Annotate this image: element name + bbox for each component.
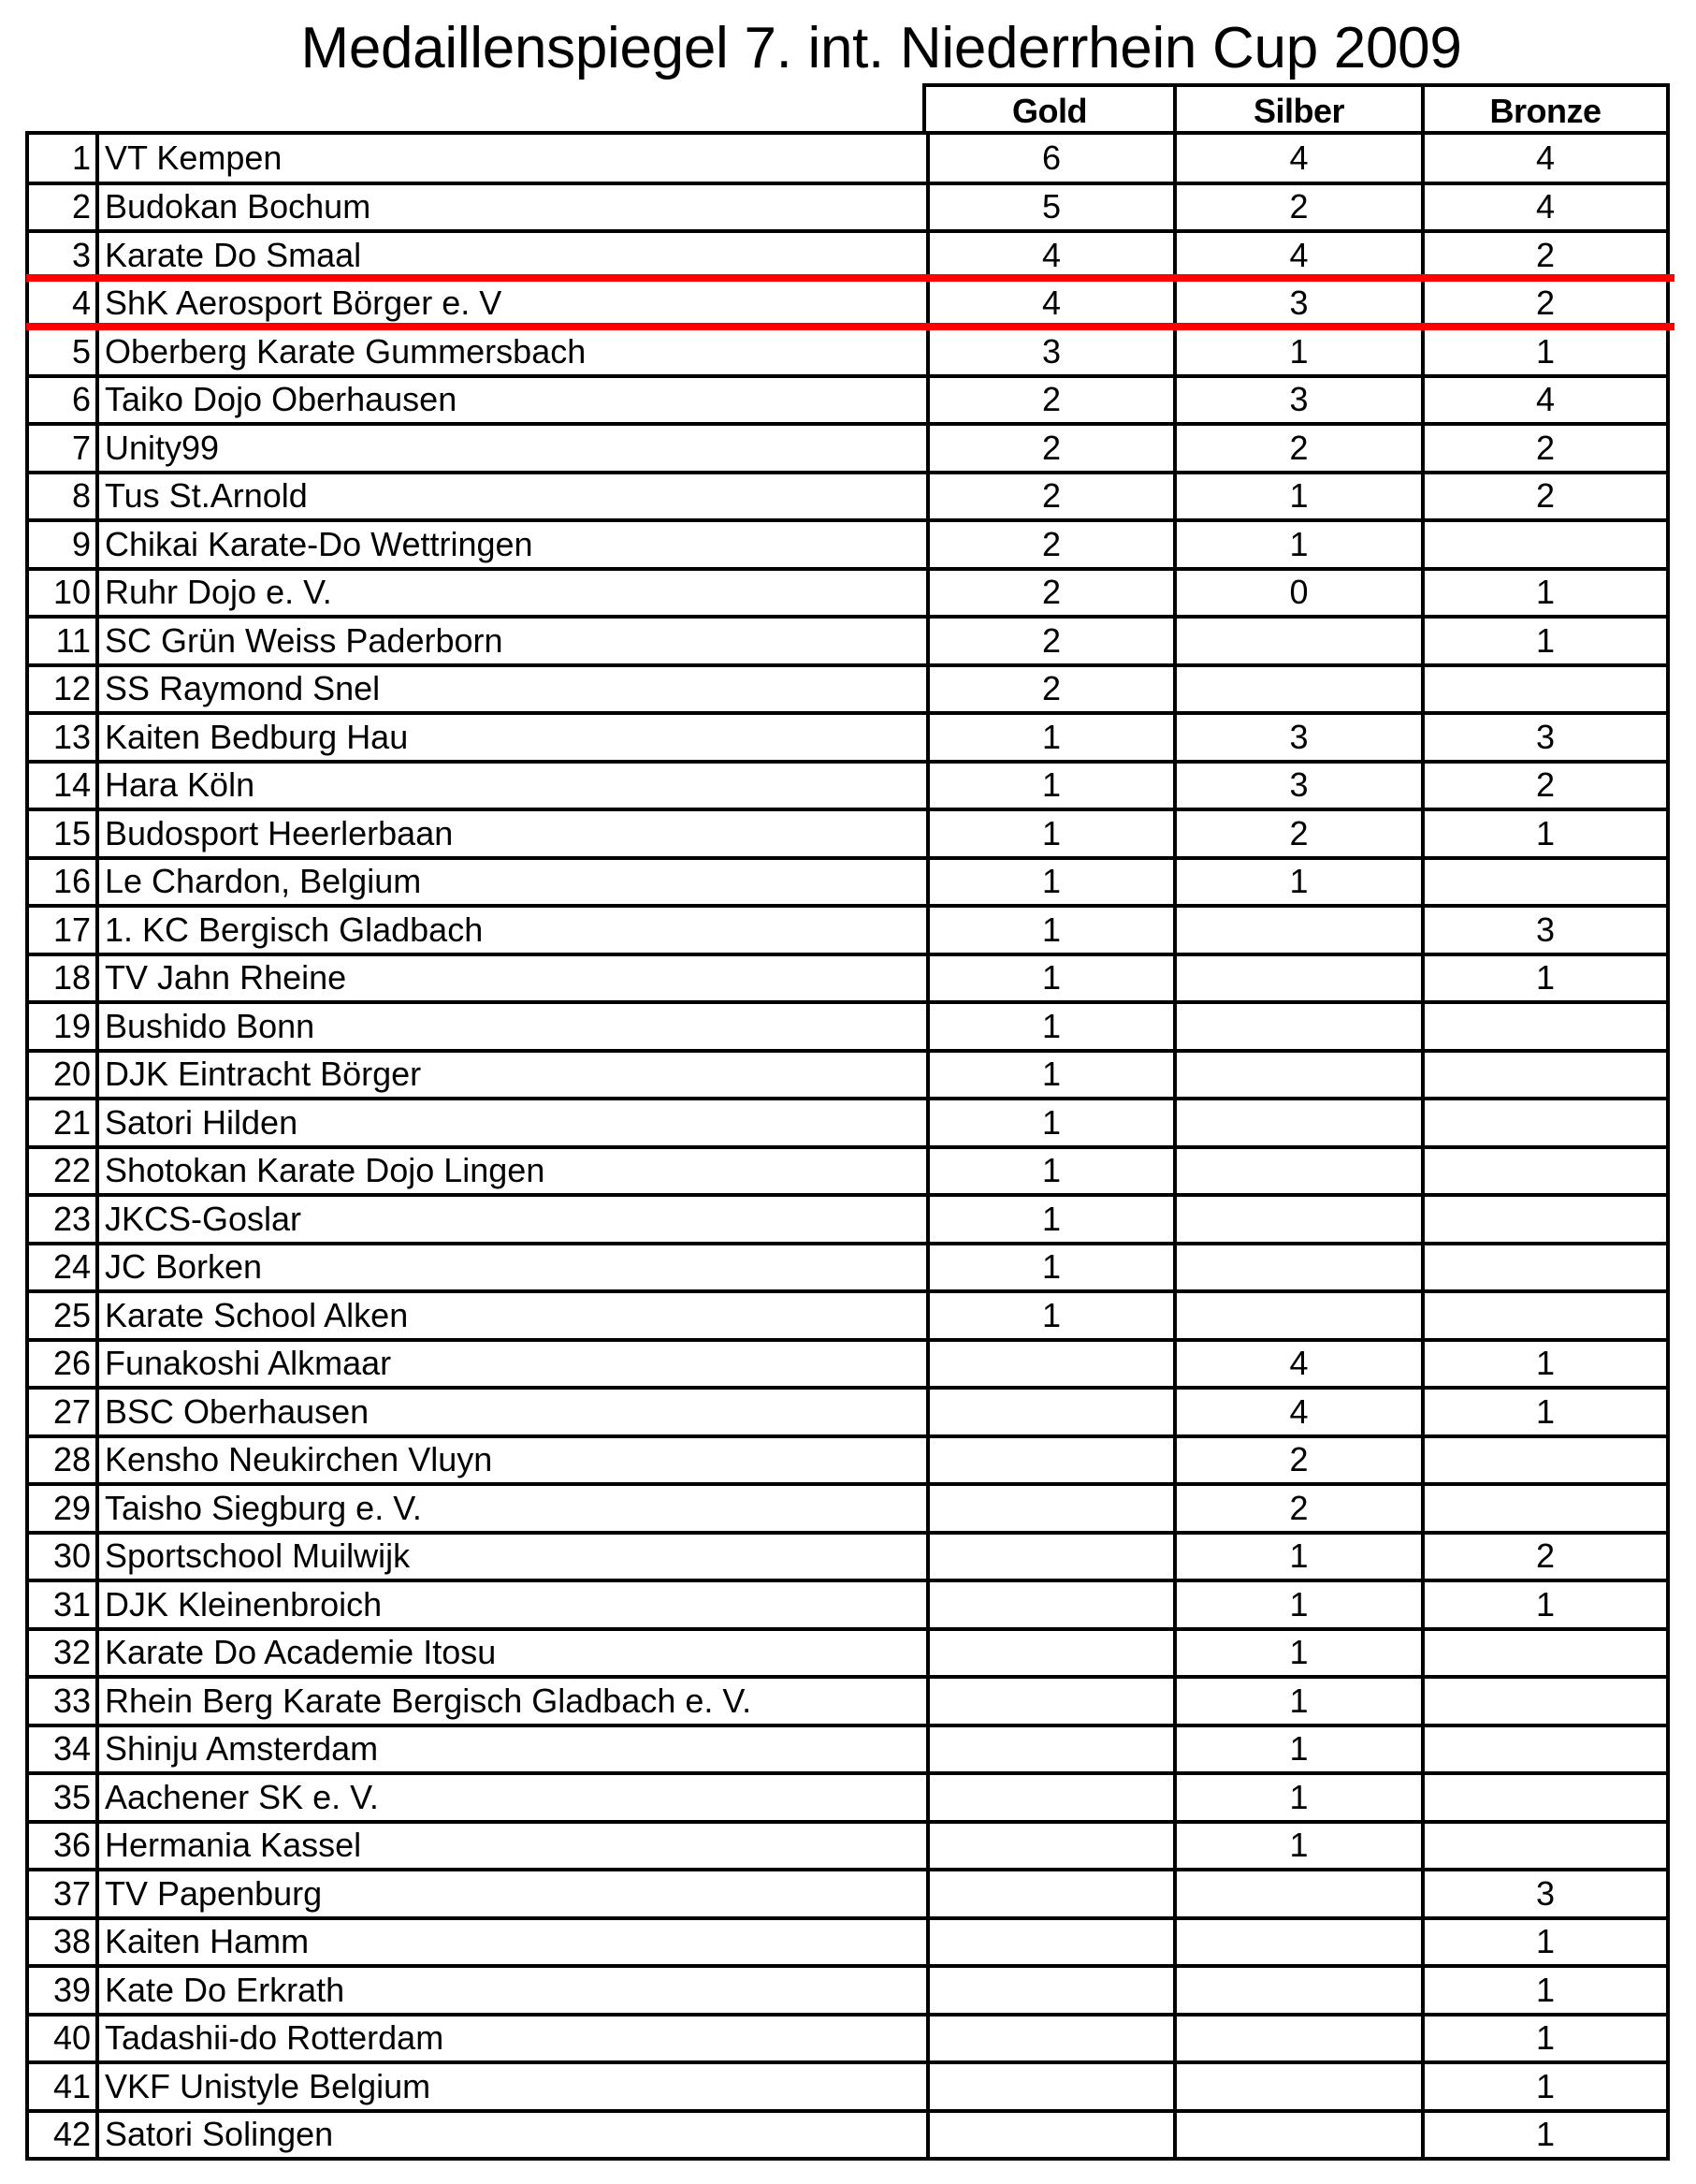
table-row [29, 1434, 1666, 1483]
club-name-cell: Satori Hilden [95, 1100, 926, 1145]
gold-count-cell: 1 [926, 1245, 1173, 1290]
rank-cell: 18 [52, 958, 91, 997]
silber-count-cell: 1 [1173, 860, 1421, 905]
silber-count-cell: 3 [1173, 378, 1421, 423]
club-name-cell: TV Jahn Rheine [95, 956, 926, 1001]
rank-cell: 4 [71, 284, 91, 323]
club-name-cell: SS Raymond Snel [95, 667, 926, 712]
bronze-count-cell [1421, 1775, 1666, 1820]
bronze-count-cell [1421, 1245, 1666, 1290]
bronze-count-cell: 4 [1421, 135, 1666, 182]
table-row [29, 326, 1666, 374]
gold-count-cell: 1 [926, 908, 1173, 953]
gold-count-cell: 2 [926, 667, 1173, 712]
gold-count-cell [926, 1631, 1173, 1676]
bronze-count-cell: 1 [1421, 2064, 1666, 2109]
rank-cell: 27 [52, 1391, 91, 1431]
silber-count-cell: 2 [1173, 185, 1421, 230]
club-name-cell: Kaiten Bedburg Hau [95, 715, 926, 760]
bronze-count-cell: 2 [1421, 426, 1666, 471]
table-row [29, 615, 1666, 663]
bronze-count-cell: 4 [1421, 378, 1666, 423]
gold-count-cell [926, 2113, 1173, 2158]
rank-cell: 31 [52, 1584, 91, 1623]
silber-count-cell: 2 [1173, 1438, 1421, 1483]
table-row [29, 1627, 1666, 1676]
rank-cell: 40 [52, 2018, 91, 2058]
silber-count-cell: 4 [1173, 1390, 1421, 1434]
bronze-count-cell: 1 [1421, 1920, 1666, 1965]
silber-count-cell: 1 [1173, 1679, 1421, 1724]
bronze-count-cell [1421, 667, 1666, 712]
gold-count-cell: 4 [926, 233, 1173, 278]
bronze-count-cell: 1 [1421, 619, 1666, 663]
club-name-cell: Sportschool Muilwijk [95, 1535, 926, 1580]
silber-count-cell [1173, 956, 1421, 1001]
bronze-count-cell [1421, 1438, 1666, 1483]
rank-cell: 11 [55, 620, 91, 660]
table-row [29, 1145, 1666, 1194]
silber-count-cell: 4 [1173, 233, 1421, 278]
table-row [29, 518, 1666, 567]
bronze-count-cell: 3 [1421, 715, 1666, 760]
bronze-count-cell [1421, 1100, 1666, 1145]
bronze-count-cell [1421, 1293, 1666, 1338]
club-name-cell: JC Borken [95, 1245, 926, 1290]
club-name-cell: Chikai Karate-Do Wettringen [95, 522, 926, 567]
rank-cell: 24 [52, 1247, 91, 1287]
gold-count-cell: 2 [926, 426, 1173, 471]
bronze-count-cell: 1 [1421, 1342, 1666, 1387]
bronze-count-cell [1421, 1679, 1666, 1724]
gold-count-cell: 1 [926, 1197, 1173, 1242]
rank-cell: 14 [52, 765, 91, 805]
gold-count-cell [926, 1727, 1173, 1772]
silber-count-cell [1173, 1920, 1421, 1965]
gold-count-cell: 1 [926, 1100, 1173, 1145]
gold-count-cell: 1 [926, 715, 1173, 760]
table-row [29, 1916, 1666, 1965]
silber-count-cell [1173, 1053, 1421, 1098]
table-row [29, 711, 1666, 760]
bronze-count-cell [1421, 1053, 1666, 1098]
medal-column-header [922, 83, 1670, 135]
table-row [29, 1675, 1666, 1724]
silber-count-cell [1173, 2017, 1421, 2061]
silber-count-cell [1173, 1100, 1421, 1145]
rank-cell: 7 [71, 428, 91, 467]
gold-count-cell: 1 [926, 811, 1173, 856]
table-row [29, 1193, 1666, 1242]
bronze-count-cell: 2 [1421, 1535, 1666, 1580]
table-row [29, 229, 1666, 278]
bronze-count-cell [1421, 1631, 1666, 1676]
silber-count-cell: 3 [1173, 282, 1421, 327]
club-name-cell: 1. KC Bergisch Gladbach [95, 908, 926, 953]
rank-cell: 36 [52, 1826, 91, 1865]
club-name-cell: Shinju Amsterdam [95, 1727, 926, 1772]
silber-count-cell [1173, 1245, 1421, 1290]
gold-count-cell: 2 [926, 474, 1173, 519]
silber-count-cell: 1 [1173, 329, 1421, 374]
column-header-silber: Silber [1173, 87, 1421, 135]
table-row [29, 1338, 1666, 1387]
club-name-cell: Budosport Heerlerbaan [95, 811, 926, 856]
bronze-count-cell [1421, 1197, 1666, 1242]
table-row [29, 1097, 1666, 1145]
table-row [29, 2060, 1666, 2109]
gold-count-cell: 2 [926, 571, 1173, 616]
club-name-cell: DJK Eintracht Börger [95, 1053, 926, 1098]
bronze-count-cell: 1 [1421, 956, 1666, 1001]
gold-count-cell: 3 [926, 329, 1173, 374]
table-row [29, 422, 1666, 471]
gold-count-cell: 2 [926, 378, 1173, 423]
rank-cell: 35 [52, 1777, 91, 1816]
gold-count-cell: 5 [926, 185, 1173, 230]
silber-count-cell: 2 [1173, 1486, 1421, 1531]
bronze-count-cell: 1 [1421, 1582, 1666, 1627]
gold-count-cell [926, 1342, 1173, 1387]
rank-cell: 29 [52, 1488, 91, 1527]
medal-table [25, 131, 1670, 2161]
gold-count-cell: 1 [926, 1053, 1173, 1098]
club-name-cell: Funakoshi Alkmaar [95, 1342, 926, 1387]
club-name-cell: Shotokan Karate Dojo Lingen [95, 1149, 926, 1194]
silber-count-cell: 1 [1173, 1582, 1421, 1627]
rank-cell: 20 [52, 1055, 91, 1094]
rank-cell: 17 [52, 910, 91, 949]
club-name-cell: Karate Do Academie Itosu [95, 1631, 926, 1676]
club-name-cell: Ruhr Dojo e. V. [95, 571, 926, 616]
table-row [29, 135, 1666, 182]
gold-count-cell [926, 1438, 1173, 1483]
column-header-gold: Gold [1012, 91, 1087, 130]
club-name-cell: Unity99 [95, 426, 926, 471]
club-name-cell: Satori Solingen [95, 2113, 926, 2158]
silber-count-cell [1173, 1004, 1421, 1049]
gold-count-cell: 1 [926, 764, 1173, 808]
club-name-cell: Tadashii-do Rotterdam [95, 2017, 926, 2061]
table-row [29, 471, 1666, 519]
gold-count-cell [926, 1775, 1173, 1820]
bronze-count-cell: 1 [1421, 329, 1666, 374]
table-row [29, 856, 1666, 905]
silber-count-cell: 2 [1173, 811, 1421, 856]
club-name-cell: Bushido Bonn [95, 1004, 926, 1049]
gold-count-cell: 1 [926, 1149, 1173, 1194]
silber-count-cell [1173, 1871, 1421, 1916]
table-row [29, 904, 1666, 953]
table-row [29, 182, 1666, 230]
table-row [29, 1000, 1666, 1049]
club-name-cell: Taiko Dojo Oberhausen [95, 378, 926, 423]
rank-cell: 34 [52, 1729, 91, 1769]
gold-count-cell [926, 1390, 1173, 1434]
rank-cell: 37 [52, 1873, 91, 1913]
table-row [29, 808, 1666, 856]
table-row [29, 1386, 1666, 1434]
table-row [29, 1049, 1666, 1098]
silber-count-cell [1173, 1197, 1421, 1242]
table-row [29, 567, 1666, 616]
table-row [29, 1868, 1666, 1916]
club-name-cell: VKF Unistyle Belgium [95, 2064, 926, 2109]
club-name-cell: Kaiten Hamm [95, 1920, 926, 1965]
rank-cell: 8 [71, 476, 91, 516]
rank-cell: 28 [52, 1440, 91, 1479]
silber-count-cell [1173, 1293, 1421, 1338]
silber-count-cell: 3 [1173, 715, 1421, 760]
gold-count-cell: 4 [926, 282, 1173, 327]
table-row [29, 1820, 1666, 1869]
highlight-line-top [26, 274, 1674, 282]
gold-count-cell: 6 [926, 135, 1173, 182]
club-name-cell: Tus St.Arnold [95, 474, 926, 519]
table-row [29, 1482, 1666, 1531]
club-name-cell: TV Papenburg [95, 1871, 926, 1916]
club-name-cell: Hara Köln [95, 764, 926, 808]
bronze-count-cell: 2 [1421, 282, 1666, 327]
gold-count-cell [926, 1871, 1173, 1916]
rank-cell: 42 [52, 2115, 91, 2154]
bronze-count-cell: 3 [1421, 1871, 1666, 1916]
gold-count-cell: 1 [926, 1293, 1173, 1338]
silber-count-cell: 1 [1173, 1824, 1421, 1869]
silber-count-cell [1173, 1968, 1421, 2013]
bronze-count-cell: 4 [1421, 185, 1666, 230]
table-row [29, 1771, 1666, 1820]
club-name-cell: SC Grün Weiss Paderborn [95, 619, 926, 663]
gold-count-cell [926, 1679, 1173, 1724]
rank-cell: 26 [52, 1344, 91, 1383]
table-row [29, 663, 1666, 712]
bronze-count-cell [1421, 1486, 1666, 1531]
silber-count-cell [1173, 1149, 1421, 1194]
club-name-cell: VT Kempen [95, 135, 926, 182]
club-name-cell: Kate Do Erkrath [95, 1968, 926, 2013]
bronze-count-cell: 1 [1421, 2113, 1666, 2158]
gold-count-cell [926, 1486, 1173, 1531]
club-name-cell: Hermania Kassel [95, 1824, 926, 1869]
bronze-count-cell: 2 [1421, 764, 1666, 808]
rank-cell: 2 [71, 187, 91, 226]
rank-cell: 13 [52, 717, 91, 756]
silber-count-cell: 1 [1173, 1631, 1421, 1676]
gold-count-cell [926, 1535, 1173, 1580]
silber-count-cell: 1 [1173, 522, 1421, 567]
bronze-count-cell: 3 [1421, 908, 1666, 953]
rank-cell: 22 [52, 1151, 91, 1190]
rank-cell: 21 [52, 1102, 91, 1142]
silber-count-cell: 0 [1173, 571, 1421, 616]
rank-cell: 9 [71, 524, 91, 563]
gold-count-cell [926, 1920, 1173, 1965]
club-name-cell: Kensho Neukirchen Vluyn [95, 1438, 926, 1483]
rank-cell: 25 [52, 1295, 91, 1334]
gold-count-cell: 2 [926, 619, 1173, 663]
table-row [29, 2109, 1666, 2158]
bronze-count-cell [1421, 1824, 1666, 1869]
table-row [29, 1531, 1666, 1580]
bronze-count-cell [1421, 1727, 1666, 1772]
rank-cell: 32 [52, 1633, 91, 1672]
silber-count-cell: 4 [1173, 1342, 1421, 1387]
rank-cell: 10 [52, 573, 91, 612]
gold-count-cell [926, 1824, 1173, 1869]
bronze-count-cell: 1 [1421, 1390, 1666, 1434]
bronze-count-cell [1421, 1004, 1666, 1049]
gold-count-cell [926, 2064, 1173, 2109]
silber-count-cell: 1 [1173, 1535, 1421, 1580]
silber-count-cell: 1 [1173, 1727, 1421, 1772]
table-row [29, 953, 1666, 1001]
club-name-cell: ShK Aerosport Börger e. V [95, 282, 926, 327]
table-row [29, 1289, 1666, 1338]
table-row [29, 1579, 1666, 1627]
rank-cell: 15 [52, 813, 91, 852]
rank-cell: 33 [52, 1681, 91, 1720]
silber-count-cell [1173, 2113, 1421, 2158]
gold-count-cell: 1 [926, 956, 1173, 1001]
rank-cell: 38 [52, 1922, 91, 1961]
club-name-cell: JKCS-Goslar [95, 1197, 926, 1242]
club-name-cell: BSC Oberhausen [95, 1390, 926, 1434]
silber-count-cell: 3 [1173, 764, 1421, 808]
rank-cell: 19 [52, 1006, 91, 1045]
club-name-cell: Budokan Bochum [95, 185, 926, 230]
silber-count-cell [1173, 2064, 1421, 2109]
gold-count-cell: 2 [926, 522, 1173, 567]
bronze-count-cell [1421, 860, 1666, 905]
column-header-bronze: Bronze [1421, 87, 1666, 135]
bronze-count-cell: 1 [1421, 811, 1666, 856]
silber-count-cell: 1 [1173, 1775, 1421, 1820]
bronze-count-cell: 2 [1421, 474, 1666, 519]
bronze-count-cell: 1 [1421, 1968, 1666, 2013]
gold-count-cell [926, 2017, 1173, 2061]
club-name-cell: Oberberg Karate Gummersbach [95, 329, 926, 374]
table-row [29, 374, 1666, 423]
page-title: Medaillenspiegel 7. int. Niederrhein Cup 2009 [300, 16, 1462, 80]
silber-count-cell [1173, 619, 1421, 663]
silber-count-cell: 2 [1173, 426, 1421, 471]
bronze-count-cell: 1 [1421, 571, 1666, 616]
highlight-line-bottom [26, 323, 1674, 330]
gold-count-cell [926, 1582, 1173, 1627]
club-name-cell: Rhein Berg Karate Bergisch Gladbach e. V. [95, 1679, 926, 1724]
bronze-count-cell: 2 [1421, 233, 1666, 278]
rank-cell: 23 [52, 1199, 91, 1238]
club-name-cell: Aachener SK e. V. [95, 1775, 926, 1820]
table-row [29, 2013, 1666, 2061]
club-name-cell: Karate School Alken [95, 1293, 926, 1338]
gold-count-cell [926, 1968, 1173, 2013]
bronze-count-cell [1421, 522, 1666, 567]
rank-cell: 1 [71, 138, 91, 177]
table-row [29, 760, 1666, 808]
club-name-cell: Karate Do Smaal [95, 233, 926, 278]
table-row [29, 1242, 1666, 1290]
silber-count-cell [1173, 667, 1421, 712]
bronze-count-cell [1421, 1149, 1666, 1194]
rank-cell: 12 [52, 669, 91, 708]
rank-cell: 41 [52, 2066, 91, 2105]
rank-cell: 5 [71, 331, 91, 371]
silber-count-cell: 1 [1173, 474, 1421, 519]
rank-cell: 39 [52, 1970, 91, 2009]
rank-cell: 3 [71, 235, 91, 274]
bronze-count-cell: 1 [1421, 2017, 1666, 2061]
rank-cell: 6 [71, 380, 91, 419]
gold-count-cell: 1 [926, 1004, 1173, 1049]
rank-cell: 16 [52, 862, 91, 901]
silber-count-cell [1173, 908, 1421, 953]
table-row [29, 278, 1666, 327]
club-name-cell: Taisho Siegburg e. V. [95, 1486, 926, 1531]
club-name-cell: Le Chardon, Belgium [95, 860, 926, 905]
table-row [29, 1964, 1666, 2013]
rank-cell: 30 [52, 1536, 91, 1576]
gold-count-cell: 1 [926, 860, 1173, 905]
club-name-cell: DJK Kleinenbroich [95, 1582, 926, 1627]
table-row [29, 1724, 1666, 1772]
silber-count-cell: 4 [1173, 135, 1421, 182]
